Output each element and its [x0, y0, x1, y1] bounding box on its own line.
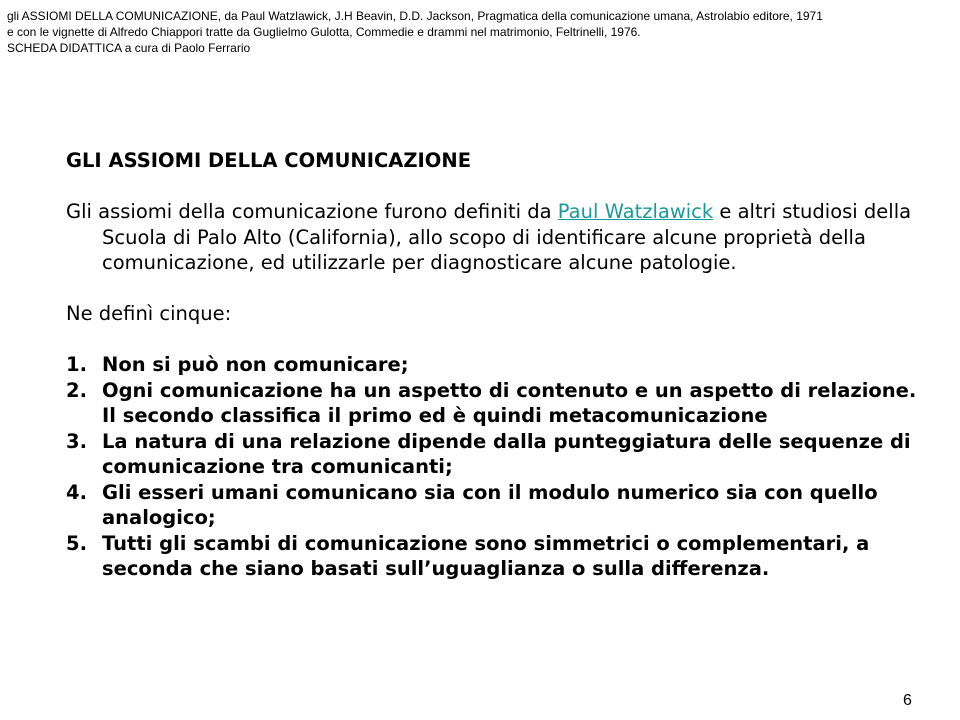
- slide-body: [66, 148, 936, 582]
- paul-watzlawick-link[interactable]: Paul Watzlawick: [557, 200, 714, 223]
- axiom-text: Tutti gli scambi di comunicazione sono simmetrici o complementari, a seconda che siano basati sull’uguaglianza o sulla differenza.: [102, 531, 870, 580]
- intro-text-before-link: Gli assiomi della comunicazione furono definiti da: [66, 200, 558, 223]
- spacer: [66, 276, 936, 302]
- citation-line-1: gli ASSIOMI DELLA COMUNICAZIONE, da Paul Watzlawick, J.H Beavin, D.D. Jackson, Pragmatica della comunicazione umana, Astrolabio editore, 1971: [7, 9, 823, 23]
- intro-paragraph: [66, 199, 936, 276]
- axiom-text: Ogni comunicazione ha un aspetto di contenuto e un aspetto di relazione. Il secondo classifica il primo ed è quindi metacomunicazione: [102, 378, 917, 427]
- axiom-number: 4.: [66, 480, 87, 504]
- axiom-number: 2.: [66, 378, 87, 402]
- slide-title: GLI ASSIOMI DELLA COMUNICAZIONE: [66, 149, 472, 172]
- spacer: [66, 327, 936, 353]
- axiom-text: Gli esseri umani comunicano sia con il modulo numerico sia con quello analogico;: [102, 480, 878, 529]
- list-item: [66, 429, 936, 480]
- intro-text-after-link: e altri studiosi della Scuola di Palo Alto (California), allo scopo di identificare alcune proprietà della comunicazione, ed utilizzarle per diagnosticare alcune patologie.: [102, 200, 912, 274]
- list-item: [66, 480, 936, 531]
- axioms-list: [66, 352, 936, 582]
- count-line: Ne definì cinque:: [66, 302, 232, 325]
- list-item: [66, 531, 936, 582]
- list-item: [66, 352, 936, 378]
- axiom-number: 5.: [66, 531, 87, 555]
- page-number: 6: [903, 692, 912, 709]
- citation-line-2: e con le vignette di Alfredo Chiappori tratte da Guglielmo Gulotta, Commedie e drammi nel matrimonio, Feltrinelli, 1976.: [7, 25, 641, 39]
- source-citation-header: [7, 8, 952, 56]
- citation-line-3: SCHEDA DIDATTICA a cura di Paolo Ferrario: [7, 41, 251, 55]
- axiom-text: La natura di una relazione dipende dalla punteggiatura delle sequenze di comunicazione tra comunicanti;: [102, 429, 911, 478]
- list-item: [66, 378, 936, 429]
- axiom-text: Non si può non comunicare;: [102, 353, 409, 376]
- axiom-number: 3.: [66, 429, 87, 453]
- spacer: [66, 174, 936, 200]
- axiom-number: 1.: [66, 353, 87, 376]
